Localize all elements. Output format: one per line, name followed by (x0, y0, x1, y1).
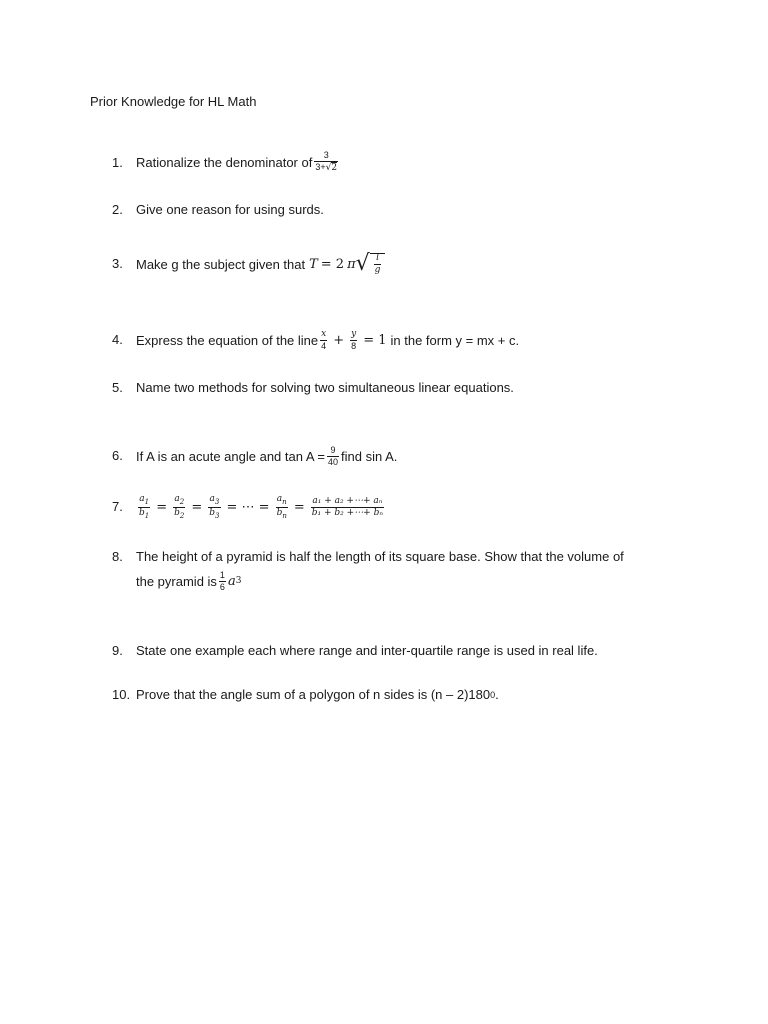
question-number: 6. (112, 448, 123, 463)
question-text: Rationalize the denominator of (136, 154, 313, 170)
question-number: 1. (112, 155, 123, 170)
question-number: 5. (112, 380, 123, 395)
page-title: Prior Knowledge for HL Math (90, 94, 257, 109)
question-number: 7. (112, 499, 123, 514)
question-number: 10. (112, 687, 131, 702)
question-10: Prove that the angle sum of a polygon of n sides is (n – 2)180 0 . (136, 687, 499, 702)
square-root: √ $\frac{l}{g}$ (356, 253, 386, 275)
question-8-line-1: The height of a pyramid is half the length of its square base. Show that the volume of (136, 549, 624, 564)
question-number: 2. (112, 202, 123, 217)
question-1 (136, 147, 340, 177)
question-5: Name two methods for solving two simultaneous linear equations. (136, 380, 514, 395)
question-3: Make g the subject given that T = 2 π √ $\frac{l}{g}$ (136, 246, 385, 282)
question-number: 9. (112, 643, 123, 658)
fraction: $\frac{3}{3+√2}$ (315, 150, 338, 173)
question-9: State one example each where range and inter-quartile range is used in real life. (136, 643, 598, 658)
question-number: 3. (112, 256, 123, 271)
question-number: 4. (112, 332, 123, 347)
question-4: Express the equation of the line $\frac{x}{4}$ + $\frac{y}{8}$ = 1 in the form y = mx + c. (136, 328, 520, 351)
question-6: If A is an acute angle and tan A = $\frac{9}{40}$ find sin A. (136, 444, 398, 467)
question-8-line-2: the pyramid is $\frac{1}{6}$ a 3 (136, 569, 242, 592)
question-text: Make g the subject given that (136, 256, 306, 272)
question-7: $\frac{a_1}{b_1}$ = $\frac{a_2}{b_2}$ = $\frac{a_3}{b_3}$ = ⋯ = $\frac{a_n}{b_n}$ = $\frac{\text{a₁ + a₂ +⋯+ aₙ}}{\text{b₁ + b₂ +⋯+ bₙ}}$ (139, 493, 383, 520)
question-number: 8. (112, 549, 123, 564)
question-2: Give one reason for using surds. (136, 202, 324, 217)
